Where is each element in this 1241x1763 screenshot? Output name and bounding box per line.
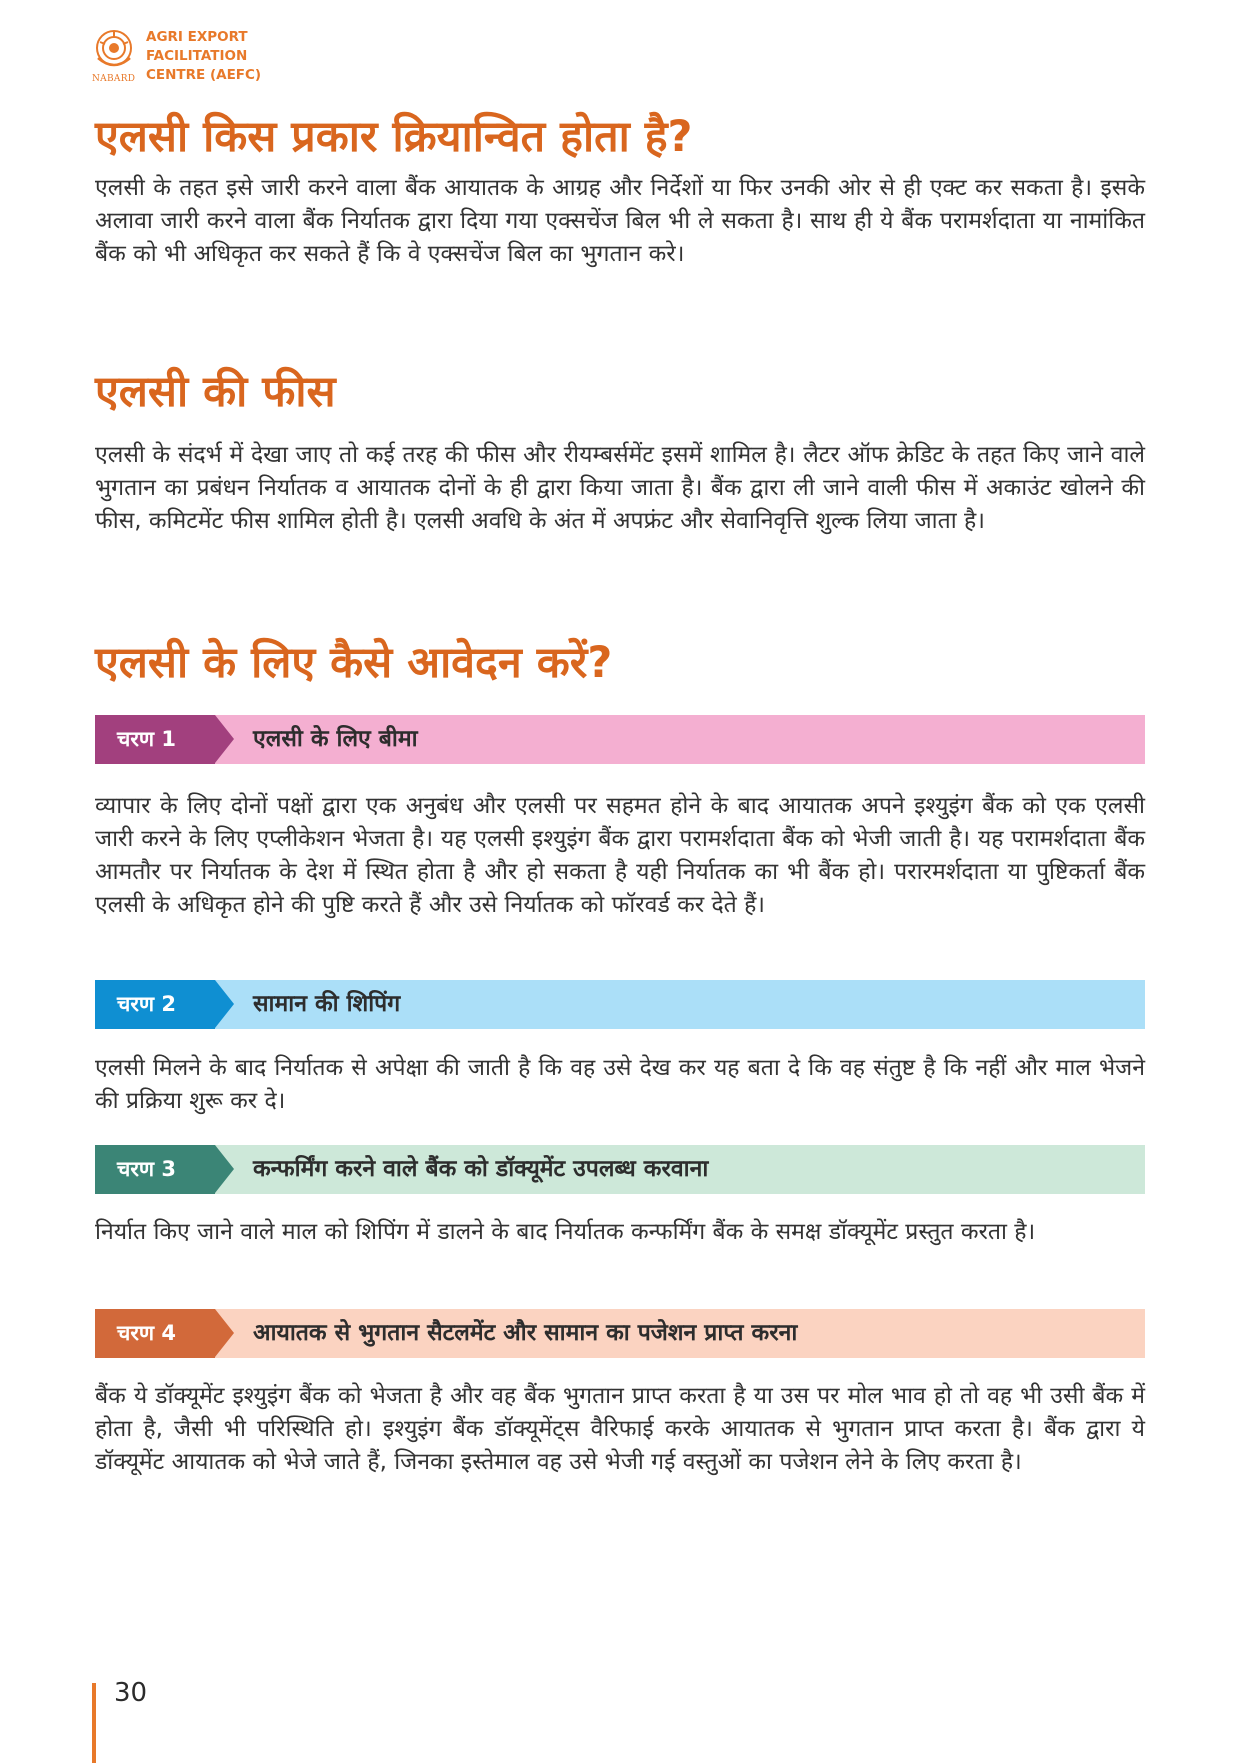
logo-line-2: FACILITATION [146,48,248,64]
step-4-tag: चरण 4 [95,1309,215,1358]
page-number: 30 [114,1678,148,1708]
step-1-tag: चरण 1 [95,715,215,764]
step-1-arrow-icon [215,715,234,763]
step-4-paragraph: बैंक ये डॉक्यूमेंट इश्युइंग बैंक को भेजता है और वह बैंक भुगतान प्राप्त करता है या उस पर मोल भाव हो तो वह भी उसी बैंक में होता है, जैसी भी परिस्थिति हो। इश्युइंग बैंक डॉक्यूमेंट्स वैरिफाई करके आयातक से भुगतान प्राप्त करता है। बैंक द्वारा ये डॉक्यूमेंट आयातक को भेजे जाते हैं, जिनका इस्तेमाल वह उसे भेजी गई वस्तुओं का पजेशन लेने के लिए करता है। [95,1383,1145,1475]
step-3-paragraph: निर्यात किए जाने वाले माल को शिपिंग में डालने के बाद निर्यातक कन्फर्मिंग बैंक के समक्ष डॉक्यूमेंट प्रस्तुत करता है। [95,1219,1036,1245]
step-2-title: सामान की शिपिंग [253,991,401,1017]
step-1-banner [95,715,1145,764]
heading-how-lc-works: एलसी किस प्रकार क्रियान्वित होता है? [95,112,693,162]
step-1-paragraph: व्यापार के लिए दोनों पक्षों द्वारा एक अनुबंध और एलसी पर सहमत होने के बाद आयातक अपने इश्युइंग बैंक को एक एलसी जारी करने के लिए एप्लीकेशन भेजता है। यह एलसी इश्युइंग बैंक द्वारा परामर्शदाता बैंक को भेजी जाती है। यह परामर्शदाता बैंक आमतौर पर निर्यातक के देश में स्थित होता है और हो सकता है यही निर्यातक का भी बैंक हो। परारमर्शदाता या पुष्टिकर्ता बैंक एलसी के अधिकृत होने की पुष्टि करते हैं और उसे निर्यातक को फॉरवर्ड कर देते हैं। [95,793,1145,918]
aefc-logo [92,28,272,88]
step-3-tag: चरण 3 [95,1145,215,1194]
logo-line-3: CENTRE (AEFC) [146,67,262,83]
logo-text [146,28,261,85]
step-4-arrow-icon [215,1309,234,1357]
step-3-banner [95,1145,1145,1194]
step-2-arrow-icon [215,980,234,1028]
step-2-paragraph: एलसी मिलने के बाद निर्यातक से अपेक्षा की जाती है कि वह उसे देख कर यह बता दे कि वह संतुष्ट है कि नहीं और माल भेजने की प्रक्रिया शुरू कर दे। [95,1055,1145,1114]
paragraph-how-lc-works: एलसी के तहत इसे जारी करने वाला बैंक आयातक के आग्रह और निर्देशों या फिर उनकी ओर से ही एक्ट कर सकता है। इसके अलावा जारी करने वाला बैंक निर्यातक द्वारा दिया गया एक्सचेंज बिल भी ले सकता है। साथ ही ये बैंक परामर्शदाता या नामांकित बैंक को भी अधिकृत कर सकते हैं कि वे एक्सचेंज बिल का भुगतान करे। [95,175,1145,267]
step-1-title: एलसी के लिए बीमा [253,726,418,752]
logo-line-1: AGRI EXPORT [146,29,248,45]
step-3-title: कन्फर्मिंग करने वाले बैंक को डॉक्यूमेंट उपलब्ध करवाना [253,1156,709,1182]
heading-how-to-apply: एलसी के लिए कैसे आवेदन करें? [95,638,613,688]
nabard-label: NABARD [92,74,136,84]
heading-lc-fees: एलसी की फीस [95,367,336,417]
step-4-banner [95,1309,1145,1358]
step-3-arrow-icon [215,1145,234,1193]
step-2-tag: चरण 2 [95,980,215,1029]
paragraph-lc-fees: एलसी के संदर्भ में देखा जाए तो कई तरह की फीस और रीयम्बर्समेंट इसमें शामिल है। लैटर ऑफ क्रेडिट के तहत किए जाने वाले भुगतान का प्रबंधन निर्यातक व आयातक दोनों के ही द्वारा किया जाता है। बैंक द्वारा ली जाने वाली फीस में अकाउंट खोलने की फीस, कमिटमेंट फीस शामिल होती है। एलसी अवधि के अंत में अपफ्रंट और सेवानिवृत्ति शुल्क लिया जाता है। [95,442,1145,534]
step-4-title: आयातक से भुगतान सैटलमेंट और सामान का पजेशन प्राप्त करना [253,1320,798,1346]
step-2-banner [95,980,1145,1029]
nabard-emblem-icon [94,28,134,72]
page-accent-line [92,1683,96,1763]
